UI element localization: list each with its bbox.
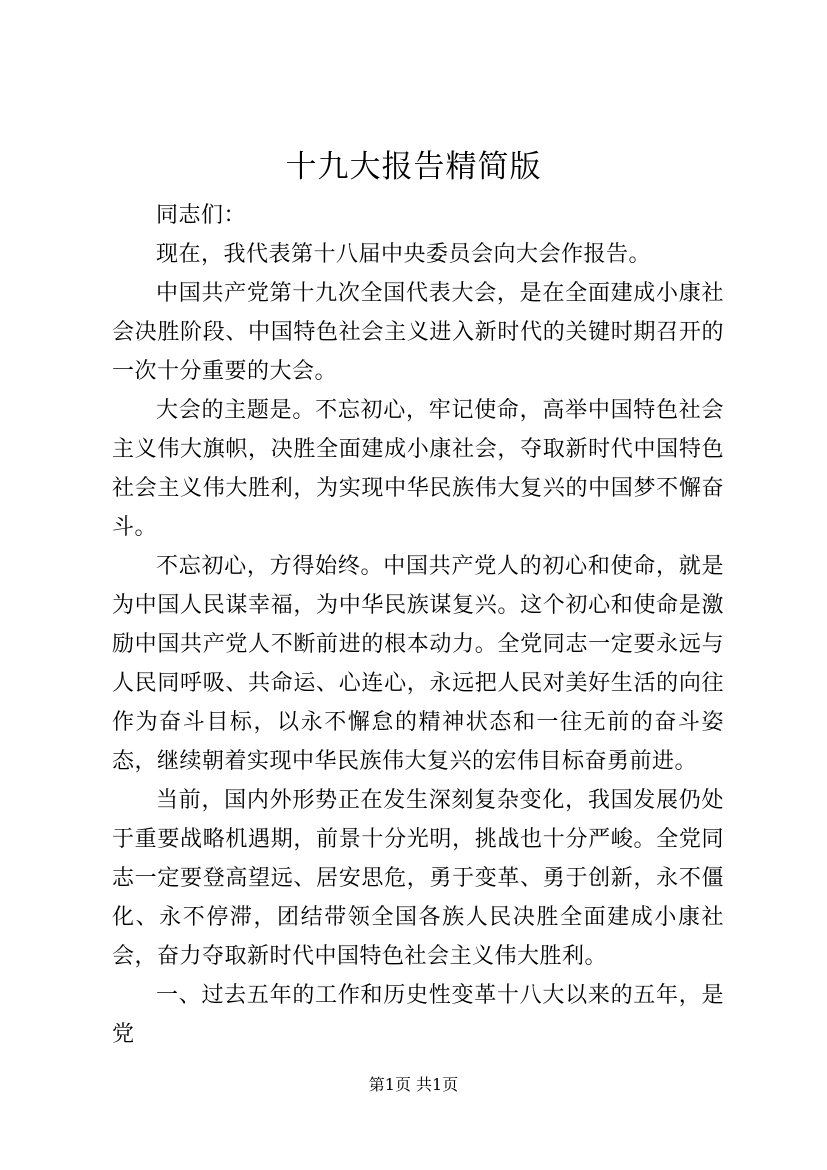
paragraph: 当前，国内外形势正在发生深刻复杂变化，我国发展仍处于重要战略机遇期，前景十分光明，挑战也十分严峻。全党同志一定要登高望远、居安思危，勇于变革、勇于创新，永不僵化、永不停滞，团结带领全国各族人民决胜全面建成小康社会，奋力夺取新时代中国特色社会主义伟大胜利。 <box>112 788 724 969</box>
document-title: 十九大报告精简版 <box>285 149 542 185</box>
paragraph: 不忘初心，方得始终。中国共产党人的初心和使命，就是为中国人民谋幸福，为中华民族谋复兴。这个初心和使命是激励中国共产党人不断前进的根本动力。全党同志一定要永远与人民同呼吸、共命运、心连心，永远把人民对美好生活的向往作为奋斗目标，以永不懈怠的精神状态和一往无前的奋斗姿态，继续朝着实现中华民族伟大复兴的宏伟目标奋勇前进。 <box>112 554 724 774</box>
paragraph: 现在，我代表第十八届中央委员会向大会作报告。 <box>156 242 652 267</box>
paragraph: 中国共产党第十九次全国代表大会，是在全面建成小康社会决胜阶段、中国特色社会主义进入新时代的关键时期召开的一次十分重要的大会。 <box>112 281 724 384</box>
paragraph: 一、过去五年的工作和历史性变革十八大以来的五年，是党 <box>112 983 724 1047</box>
paragraph-salutation: 同志们： <box>156 203 247 228</box>
document-body <box>112 196 724 1054</box>
paragraph: 大会的主题是。不忘初心，牢记使命，高举中国特色社会主义伟大旗帜，决胜全面建成小康社会，夺取新时代中国特色社会主义伟大胜利，为实现中华民族伟大复兴的中国梦不懈奋斗。 <box>112 398 724 540</box>
page-number-footer: 第1页 共1页 <box>368 1075 459 1094</box>
